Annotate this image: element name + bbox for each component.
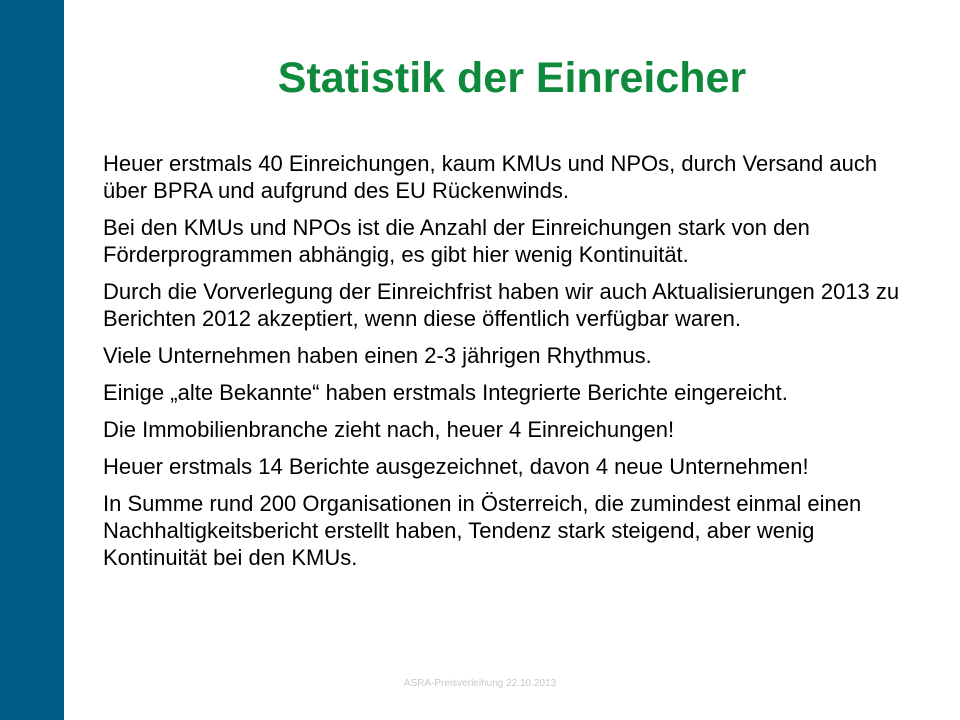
paragraph-3: Durch die Vorverlegung der Einreichfrist haben wir auch Aktualisierungen 2013 zu Berichten 2012 akzeptiert, wenn diese öffentlich verfügbar waren. [103,279,900,331]
footer-text: ASRA-Preisverleihung 22.10.2013 [403,678,557,689]
slide-title: Statistik der Einreicher [277,54,747,102]
paragraph-1: Heuer erstmals 40 Einreichungen, kaum KMUs und NPOs, durch Versand auch über BPRA und aufgrund des EU Rückenwinds. [103,151,878,203]
body-text-list [103,150,923,581]
paragraph-7: Heuer erstmals 14 Berichte ausgezeichnet, davon 4 neue Unternehmen! [103,454,809,479]
paragraph-2: Bei den KMUs und NPOs ist die Anzahl der Einreichungen stark von den Förderprogrammen abhängig, es gibt hier wenig Kontinuität. [103,215,810,267]
paragraph-6: Die Immobilienbranche zieht nach, heuer 4 Einreichungen! [103,417,675,442]
paragraph-4: Viele Unternehmen haben einen 2-3 jährigen Rhythmus. [103,343,652,368]
paragraph-8: In Summe rund 200 Organisationen in Österreich, die zumindest einmal einen Nachhaltigkeitsbericht erstellt haben, Tendenz stark steigend, aber wenig Kontinuität bei den KMUs. [103,491,862,570]
side-accent-bar [0,0,64,720]
paragraph-5: Einige „alte Bekannte“ haben erstmals Integrierte Berichte eingereicht. [103,380,788,405]
